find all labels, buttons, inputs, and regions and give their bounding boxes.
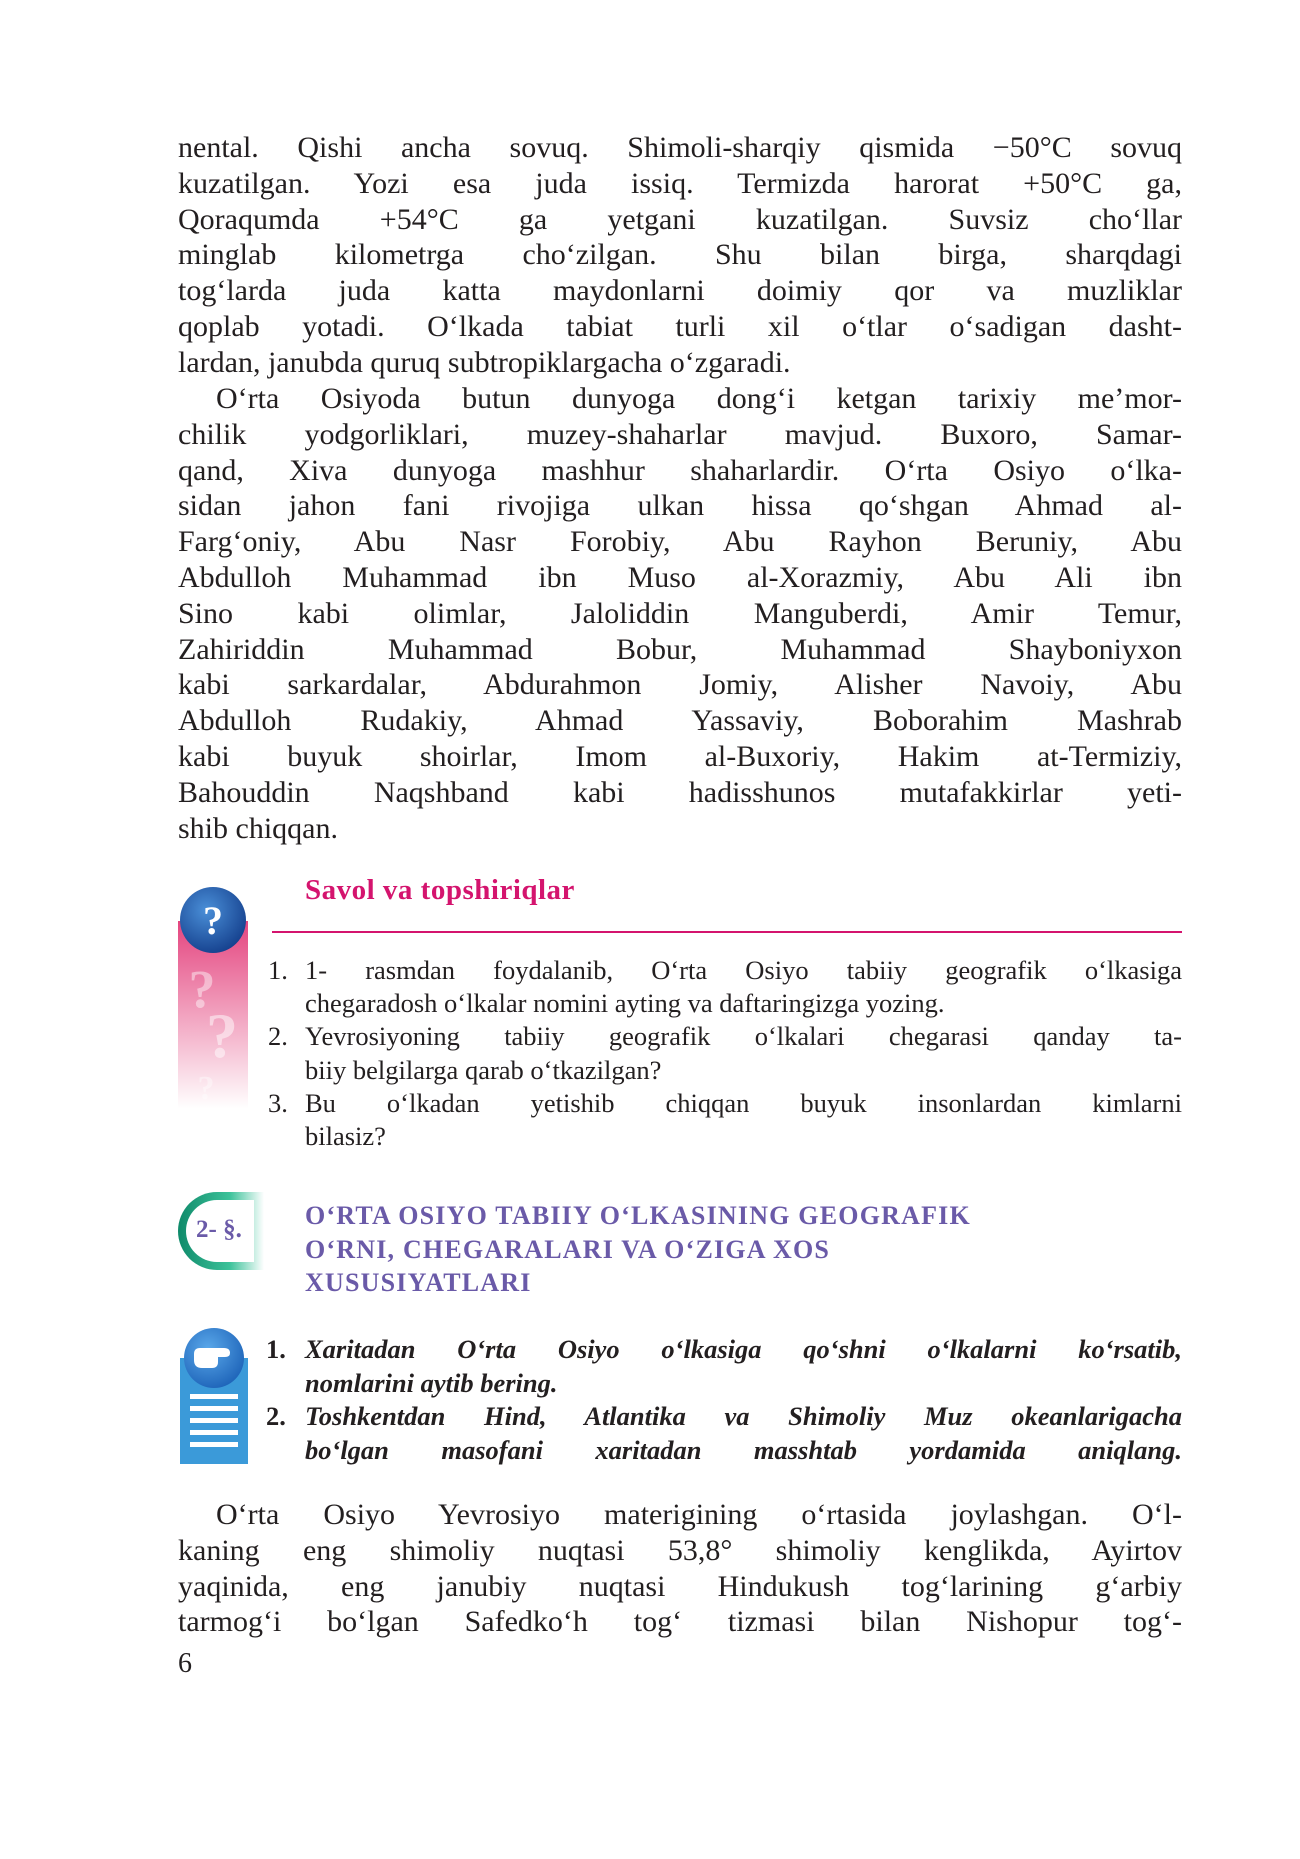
task-item <box>266 1333 1182 1400</box>
questions-title: Savol va topshiriqlar <box>305 874 575 906</box>
svg-text:?: ? <box>206 1000 238 1071</box>
text-line: sidan jahon fani rivojiga ulkan hissa qo‘shgan Ahmad al- <box>178 489 1182 523</box>
text-line: Bahouddin Naqshband kabi hadisshunos mutafakkirlar yeti- <box>178 775 1182 809</box>
question-text: 1- rasmdan foydalanib, O‘rta Osiyo tabiiy geografik o‘lkasiga chegaradosh o‘lkalar nomini ayting va daftaringizga yozing. <box>305 955 1182 1019</box>
svg-text:?: ? <box>188 959 216 1019</box>
text-line: Farg‘oniy, Abu Nasr Forobiy, Abu Rayhon Beruniy, Abu <box>178 525 1182 559</box>
text-line: tarmog‘i bo‘lgan Safedko‘h tog‘ tizmasi bilan Nishopur tog‘- <box>178 1605 1182 1639</box>
text-line: O‘rta Osiyoda butun dunyoga dong‘i ketgan tarixiy me’mor- <box>216 382 1182 415</box>
question-text: Bu o‘lkadan yetishib chiqqan buyuk insonlardan kimlarni bilasiz? <box>305 1087 1182 1152</box>
questions-list <box>268 954 1182 1153</box>
task-text: Toshkentdan Hind, Atlantika va Shimoliy Muz okeanlarigacha bo‘lgan masofani xaritadan masshtab yordamida aniqlang. <box>305 1401 1182 1465</box>
question-number: 2. <box>268 1021 288 1052</box>
section-title <box>305 1199 971 1300</box>
question-item <box>268 1020 1182 1086</box>
text-line: kaning eng shimoliy nuqtasi 53,8° shimoliy kenglikda, Ayirtov <box>178 1533 1182 1567</box>
question-marks-icon <box>178 887 248 1109</box>
text-line: O‘rta Osiyo Yevrosiyo materigining o‘rtasida joylashgan. O‘l- <box>216 1498 1182 1531</box>
text-line: kuzatilgan. Yozi esa juda issiq. Termizda harorat +50°C ga, <box>178 166 1182 200</box>
question-item <box>268 1087 1182 1153</box>
question-text: Yevrosiyoning tabiiy geografik o‘lkalari chegarasi qanday ta- biiy belgilarga qarab o‘tkazilgan? <box>305 1021 1182 1085</box>
text-line: Sino kabi olimlar, Jaloliddin Manguberdi, Amir Temur, <box>178 596 1182 630</box>
question-item <box>268 954 1182 1020</box>
text-line: Qoraqumda +54°C ga yetgani kuzatilgan. Suvsiz cho‘llar <box>178 202 1182 236</box>
text-line: yaqinida, eng janubiy nuqtasi Hindukush tog‘larining g‘arbiy <box>178 1569 1182 1603</box>
text-line: tog‘larda juda katta maydonlarni doimiy qor va muzliklar <box>178 274 1182 308</box>
section-badge-label: 2- §. <box>196 1216 242 1243</box>
section-title-line: O‘RTA OSIYO TABIIY O‘LKASINING GEOGRAFIK <box>305 1201 971 1230</box>
location-paragraph <box>178 1497 1182 1640</box>
text-line: kabi buyuk shoirlar, Imom al-Buxoriy, Hakim at-Termiziy, <box>178 739 1182 773</box>
section-title-line: O‘RNI, CHEGARALARI VA O‘ZIGA XOS <box>305 1234 831 1264</box>
text-line: nental. Qishi ancha sovuq. Shimoli-sharqiy qismida −50°C sovuq <box>178 131 1182 164</box>
intro-paragraph <box>178 130 1182 381</box>
tasks-list <box>266 1333 1182 1467</box>
questions-divider <box>272 931 1182 933</box>
text-line: Abdulloh Muhammad ibn Muso al-Xorazmiy, Abu Ali ibn <box>178 560 1182 594</box>
svg-text:?: ? <box>203 898 223 943</box>
text-line: chilik yodgorliklari, muzey-shaharlar mavjud. Buxoro, Samar- <box>178 417 1182 451</box>
section-title-line: XUSUSIYATLARI <box>305 1268 532 1297</box>
text-line: minglab kilometrga cho‘zilgan. Shu bilan birga, sharqdagi <box>178 238 1182 272</box>
task-item <box>266 1400 1182 1467</box>
task-number: 1. <box>266 1334 286 1364</box>
question-number: 1. <box>268 955 288 985</box>
text-line: qand, Xiva dunyoga mashhur shaharlardir. O‘rta Osiyo o‘lka- <box>178 453 1182 487</box>
text-line: Abdulloh Rudakiy, Ahmad Yassaviy, Boborahim Mashrab <box>178 704 1182 738</box>
pointing-hand-icon <box>180 1328 248 1464</box>
task-number: 2. <box>266 1401 286 1431</box>
question-number: 3. <box>268 1087 288 1118</box>
text-line: shib chiqqan. <box>178 811 338 845</box>
text-line: kabi sarkardalar, Abdurahmon Jomiy, Alisher Navoiy, Abu <box>178 668 1182 702</box>
page-number: 6 <box>178 1648 192 1679</box>
heritage-paragraph <box>178 381 1182 846</box>
text-line: Zahiriddin Muhammad Bobur, Muhammad Shayboniyxon <box>178 632 1182 666</box>
text-line: qoplab yotadi. O‘lkada tabiat turli xil o‘tlar o‘sadigan dasht- <box>178 309 1182 343</box>
task-text: Xaritadan O‘rta Osiyo o‘lkasiga qo‘shni o‘lkalarni ko‘rsatib, nomlarini aytib bering. <box>305 1334 1182 1398</box>
svg-text:?: ? <box>197 1070 215 1107</box>
text-line: lardan, janubda quruq subtropiklargacha o‘zgaradi. <box>178 345 791 379</box>
